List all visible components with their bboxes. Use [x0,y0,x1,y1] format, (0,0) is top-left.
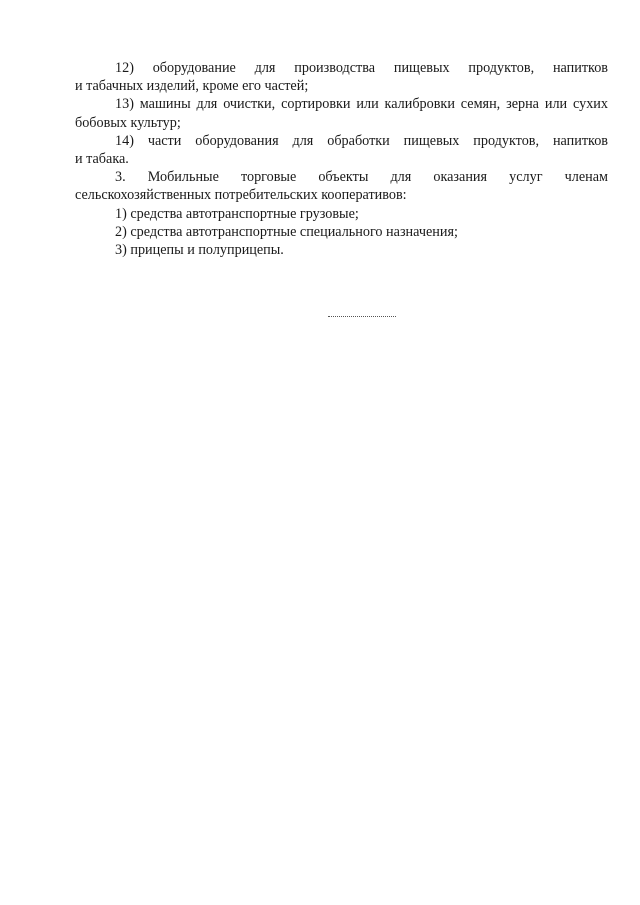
document-body [75,59,608,259]
subitem-3: 3) прицепы и полуприцепы. [115,242,284,259]
item-12-line-1: 12) оборудование для производства пищевых продуктов, напитков [115,60,608,76]
item-13-line-2: бобовых культур; [75,114,181,131]
subitem-2: 2) средства автотранспортные специального назначения; [115,223,458,240]
item-12-line-2: и табачных изделий, кроме его частей; [75,78,309,95]
item-14-line-2: и табака. [75,151,129,168]
end-separator-line [328,316,396,317]
section-3-line-1: 3. Мобильные торговые объекты для оказания услуг членам [115,169,608,186]
section-3-line-2: сельскохозяйственных потребительских кооперативов: [75,187,407,204]
item-14-line-1: 14) части оборудования для обработки пищевых продуктов, напитков [115,132,608,149]
subitem-1: 1) средства автотранспортные грузовые; [115,205,359,222]
item-13-line-1: 13) машины для очистки, сортировки или калибровки семян, зерна или сухих [115,96,608,113]
